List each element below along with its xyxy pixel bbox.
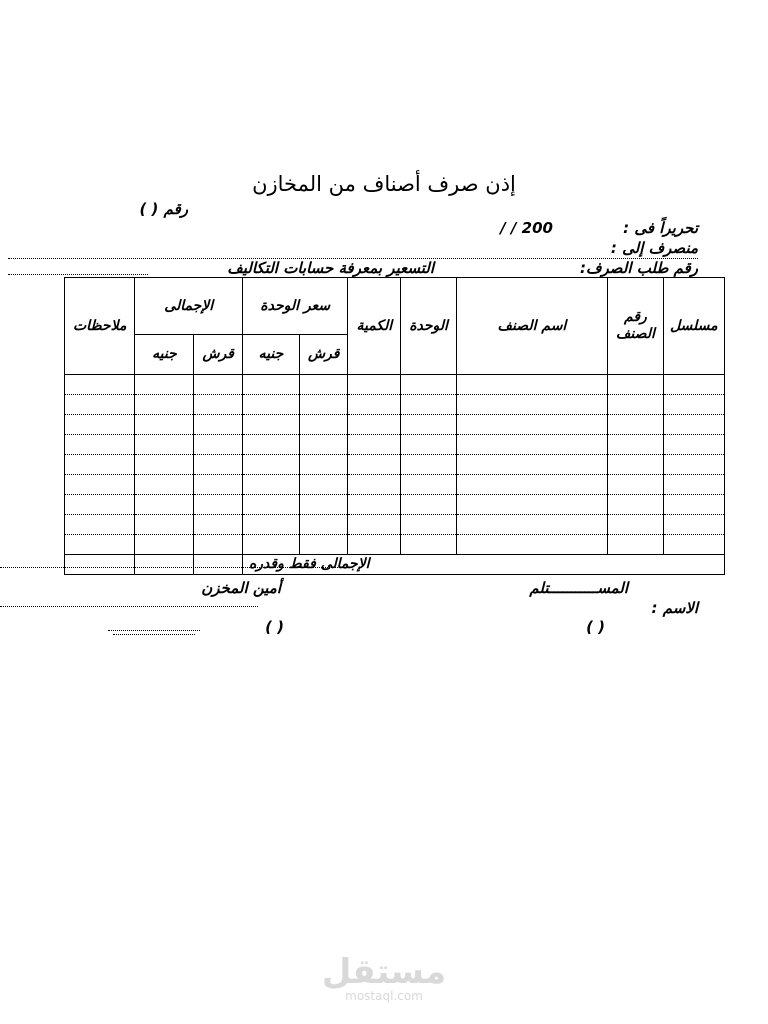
header-total-pound: جنيه (135, 335, 194, 375)
watermark-logo: مستقل (321, 952, 447, 992)
date-value: / / 200 (500, 219, 553, 237)
header-total: الإجمالى (135, 278, 243, 335)
table-row (65, 395, 725, 415)
header-unit-price-pound: جنيه (242, 335, 299, 375)
date-label: تحريراً فى : (623, 219, 698, 237)
storekeeper-name-line-1 (108, 630, 200, 631)
header-unit-price-piaster: قرش (299, 335, 348, 375)
storekeeper-label: أمين المخزن (201, 579, 281, 597)
header-item-number: رقم الصنف (607, 278, 663, 375)
storekeeper-line (0, 606, 258, 607)
name-label: الاسم : (651, 599, 698, 617)
document-title: إذن صرف أصناف من المخازن (252, 172, 516, 196)
table-row (65, 535, 725, 555)
header-quantity: الكمية (348, 278, 401, 375)
receiver-label: المســـــــــــتلم (529, 579, 628, 597)
items-table (64, 277, 725, 575)
table-row (65, 475, 725, 495)
table-row (65, 495, 725, 515)
issued-to-label: منصرف إلى : (610, 239, 698, 257)
table-row (65, 435, 725, 455)
header-unit: الوحدة (401, 278, 457, 375)
total-words-label: الإجمالى فقط وقدره (242, 555, 724, 575)
total-row (65, 555, 725, 575)
request-number-label: رقم طلب الصرف: (579, 259, 698, 277)
table-row (65, 515, 725, 535)
table-row (65, 415, 725, 435)
header-serial: مسلسل (663, 278, 724, 375)
pricing-line (8, 274, 148, 275)
header-total-piaster: قرش (194, 335, 243, 375)
total-words-line (0, 567, 338, 568)
header-unit-price: سعر الوحدة (242, 278, 348, 335)
header-notes: ملاحظات (65, 278, 135, 375)
table-row (65, 375, 725, 395)
document-number-label: رقم ( ) (139, 200, 188, 218)
watermark-url: mostaql.com (345, 989, 423, 1003)
storekeeper-name-parens: ( ) (265, 618, 284, 636)
storekeeper-name-line-2 (113, 634, 195, 635)
table-row (65, 455, 725, 475)
receiver-name-parens: ( ) (586, 618, 605, 636)
header-item-name: اسم الصنف (456, 278, 607, 375)
pricing-note: التسعير بمعرفة حسابات التكاليف (227, 259, 434, 277)
